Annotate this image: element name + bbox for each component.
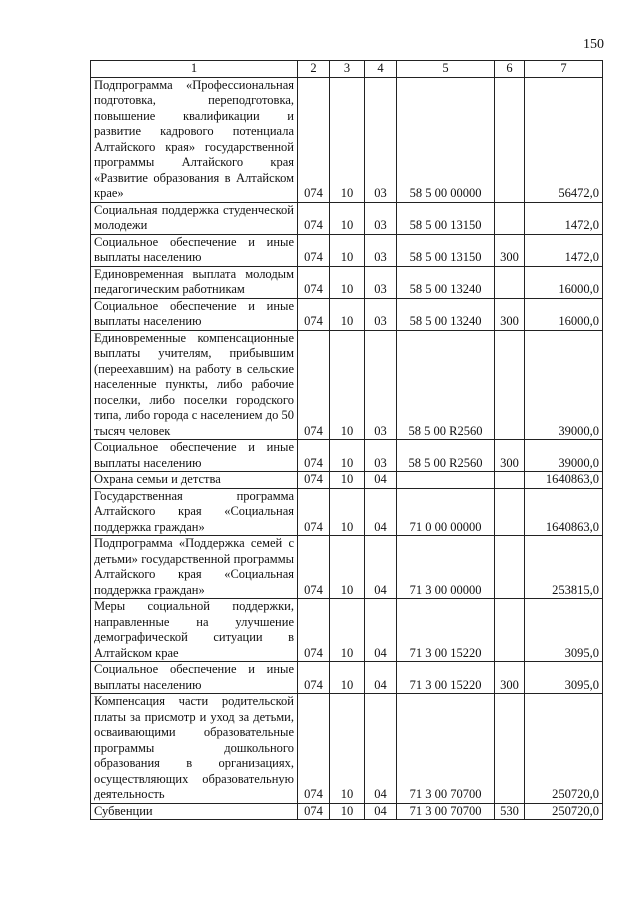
row-name: Подпрограмма «Профессиональная подготовка, переподготовка, повышение квалификации и развитие кадрового потенциала Алтайского края» государственной программы Алтайского края «Развитие образования в Алтайском крае» (91, 77, 298, 202)
row-expense-type (495, 694, 525, 804)
row-ministry: 074 (298, 662, 330, 694)
row-expense-type (495, 488, 525, 536)
table-row (91, 234, 603, 266)
row-amount: 253815,0 (525, 536, 603, 599)
row-subsection: 03 (365, 298, 397, 330)
row-section: 10 (330, 330, 365, 440)
row-subsection: 04 (365, 662, 397, 694)
header-row (91, 61, 603, 78)
row-section: 10 (330, 234, 365, 266)
row-section: 10 (330, 694, 365, 804)
row-amount: 250720,0 (525, 803, 603, 820)
row-section: 10 (330, 298, 365, 330)
row-name: Подпрограмма «Поддержка семей с детьми» государственной программы Алтайского края «Социальная поддержка граждан» (91, 536, 298, 599)
row-target: 71 3 00 00000 (397, 536, 495, 599)
header-cell: 4 (365, 61, 397, 78)
row-target: 71 0 00 00000 (397, 488, 495, 536)
row-name: Социальное обеспечение и иные выплаты населению (91, 234, 298, 266)
row-ministry: 074 (298, 803, 330, 820)
row-expense-type (495, 266, 525, 298)
budget-table (90, 60, 603, 820)
row-ministry: 074 (298, 599, 330, 662)
row-name: Компенсация части родительской платы за присмотр и уход за детьми, осваивающими образовательные программы дошкольного образования в организациях, осуществляющих образовательную деятельность (91, 694, 298, 804)
row-name: Социальное обеспечение и иные выплаты населению (91, 440, 298, 472)
table-row (91, 662, 603, 694)
row-target: 71 3 00 15220 (397, 662, 495, 694)
row-section: 10 (330, 599, 365, 662)
row-subsection: 04 (365, 694, 397, 804)
row-amount: 3095,0 (525, 599, 603, 662)
row-subsection: 04 (365, 488, 397, 536)
row-name: Государственная программа Алтайского края «Социальная поддержка граждан» (91, 488, 298, 536)
row-target: 71 3 00 70700 (397, 803, 495, 820)
row-name: Социальная поддержка студенческой молодежи (91, 202, 298, 234)
row-expense-type (495, 330, 525, 440)
table-row (91, 330, 603, 440)
row-section: 10 (330, 202, 365, 234)
table-row (91, 266, 603, 298)
row-ministry: 074 (298, 472, 330, 489)
row-subsection: 03 (365, 234, 397, 266)
row-amount: 56472,0 (525, 77, 603, 202)
row-target: 58 5 00 00000 (397, 77, 495, 202)
row-name: Единовременная выплата молодым педагогическим работникам (91, 266, 298, 298)
row-name: Субвенции (91, 803, 298, 820)
table-row (91, 298, 603, 330)
row-amount: 1472,0 (525, 202, 603, 234)
row-subsection: 03 (365, 266, 397, 298)
row-ministry: 074 (298, 77, 330, 202)
row-ministry: 074 (298, 440, 330, 472)
row-section: 10 (330, 77, 365, 202)
header-cell: 7 (525, 61, 603, 78)
header-cell: 1 (91, 61, 298, 78)
row-amount: 3095,0 (525, 662, 603, 694)
row-expense-type: 300 (495, 298, 525, 330)
row-target: 71 3 00 70700 (397, 694, 495, 804)
row-amount: 39000,0 (525, 330, 603, 440)
row-target: 58 5 00 R2560 (397, 330, 495, 440)
row-section: 10 (330, 662, 365, 694)
row-section: 10 (330, 440, 365, 472)
row-expense-type: 300 (495, 440, 525, 472)
header-cell: 6 (495, 61, 525, 78)
row-section: 10 (330, 536, 365, 599)
table-row (91, 202, 603, 234)
row-name: Социальное обеспечение и иные выплаты населению (91, 298, 298, 330)
row-subsection: 04 (365, 599, 397, 662)
row-ministry: 074 (298, 298, 330, 330)
row-amount: 16000,0 (525, 298, 603, 330)
row-section: 10 (330, 488, 365, 536)
row-ministry: 074 (298, 202, 330, 234)
row-name: Меры социальной поддержки, направленные на улучшение демографической ситуации в Алтайском крае (91, 599, 298, 662)
row-amount: 16000,0 (525, 266, 603, 298)
table-row (91, 803, 603, 820)
header-cell: 5 (397, 61, 495, 78)
row-amount: 250720,0 (525, 694, 603, 804)
row-amount: 1640863,0 (525, 472, 603, 489)
row-expense-type (495, 472, 525, 489)
row-expense-type (495, 536, 525, 599)
row-amount: 1472,0 (525, 234, 603, 266)
row-section: 10 (330, 472, 365, 489)
row-target: 58 5 00 13150 (397, 234, 495, 266)
row-name: Единовременные компенсационные выплаты учителям, прибывшим (переехавшим) на работу в сельские населенные пункты, либо рабочие поселки, либо поселки городского типа, либо города с населением до 50 тысяч человек (91, 330, 298, 440)
row-target: 71 3 00 15220 (397, 599, 495, 662)
row-subsection: 04 (365, 472, 397, 489)
row-ministry: 074 (298, 536, 330, 599)
row-expense-type: 300 (495, 662, 525, 694)
row-name: Социальное обеспечение и иные выплаты населению (91, 662, 298, 694)
row-ministry: 074 (298, 488, 330, 536)
row-target: 58 5 00 R2560 (397, 440, 495, 472)
row-subsection: 03 (365, 77, 397, 202)
row-target (397, 472, 495, 489)
row-expense-type (495, 202, 525, 234)
table-row (91, 472, 603, 489)
row-subsection: 04 (365, 536, 397, 599)
row-ministry: 074 (298, 266, 330, 298)
row-subsection: 03 (365, 440, 397, 472)
row-expense-type: 300 (495, 234, 525, 266)
table-row (91, 599, 603, 662)
row-ministry: 074 (298, 330, 330, 440)
row-expense-type: 530 (495, 803, 525, 820)
table-row (91, 536, 603, 599)
row-expense-type (495, 77, 525, 202)
row-target: 58 5 00 13240 (397, 298, 495, 330)
row-subsection: 03 (365, 330, 397, 440)
header-cell: 3 (330, 61, 365, 78)
row-amount: 39000,0 (525, 440, 603, 472)
table-row (91, 488, 603, 536)
header-cell: 2 (298, 61, 330, 78)
row-target: 58 5 00 13150 (397, 202, 495, 234)
row-amount: 1640863,0 (525, 488, 603, 536)
table-row (91, 694, 603, 804)
table-row (91, 440, 603, 472)
page-number: 150 (583, 37, 604, 52)
row-target: 58 5 00 13240 (397, 266, 495, 298)
row-subsection: 04 (365, 803, 397, 820)
row-section: 10 (330, 803, 365, 820)
table-row (91, 77, 603, 202)
row-name: Охрана семьи и детства (91, 472, 298, 489)
row-section: 10 (330, 266, 365, 298)
row-expense-type (495, 599, 525, 662)
row-ministry: 074 (298, 234, 330, 266)
row-subsection: 03 (365, 202, 397, 234)
row-ministry: 074 (298, 694, 330, 804)
